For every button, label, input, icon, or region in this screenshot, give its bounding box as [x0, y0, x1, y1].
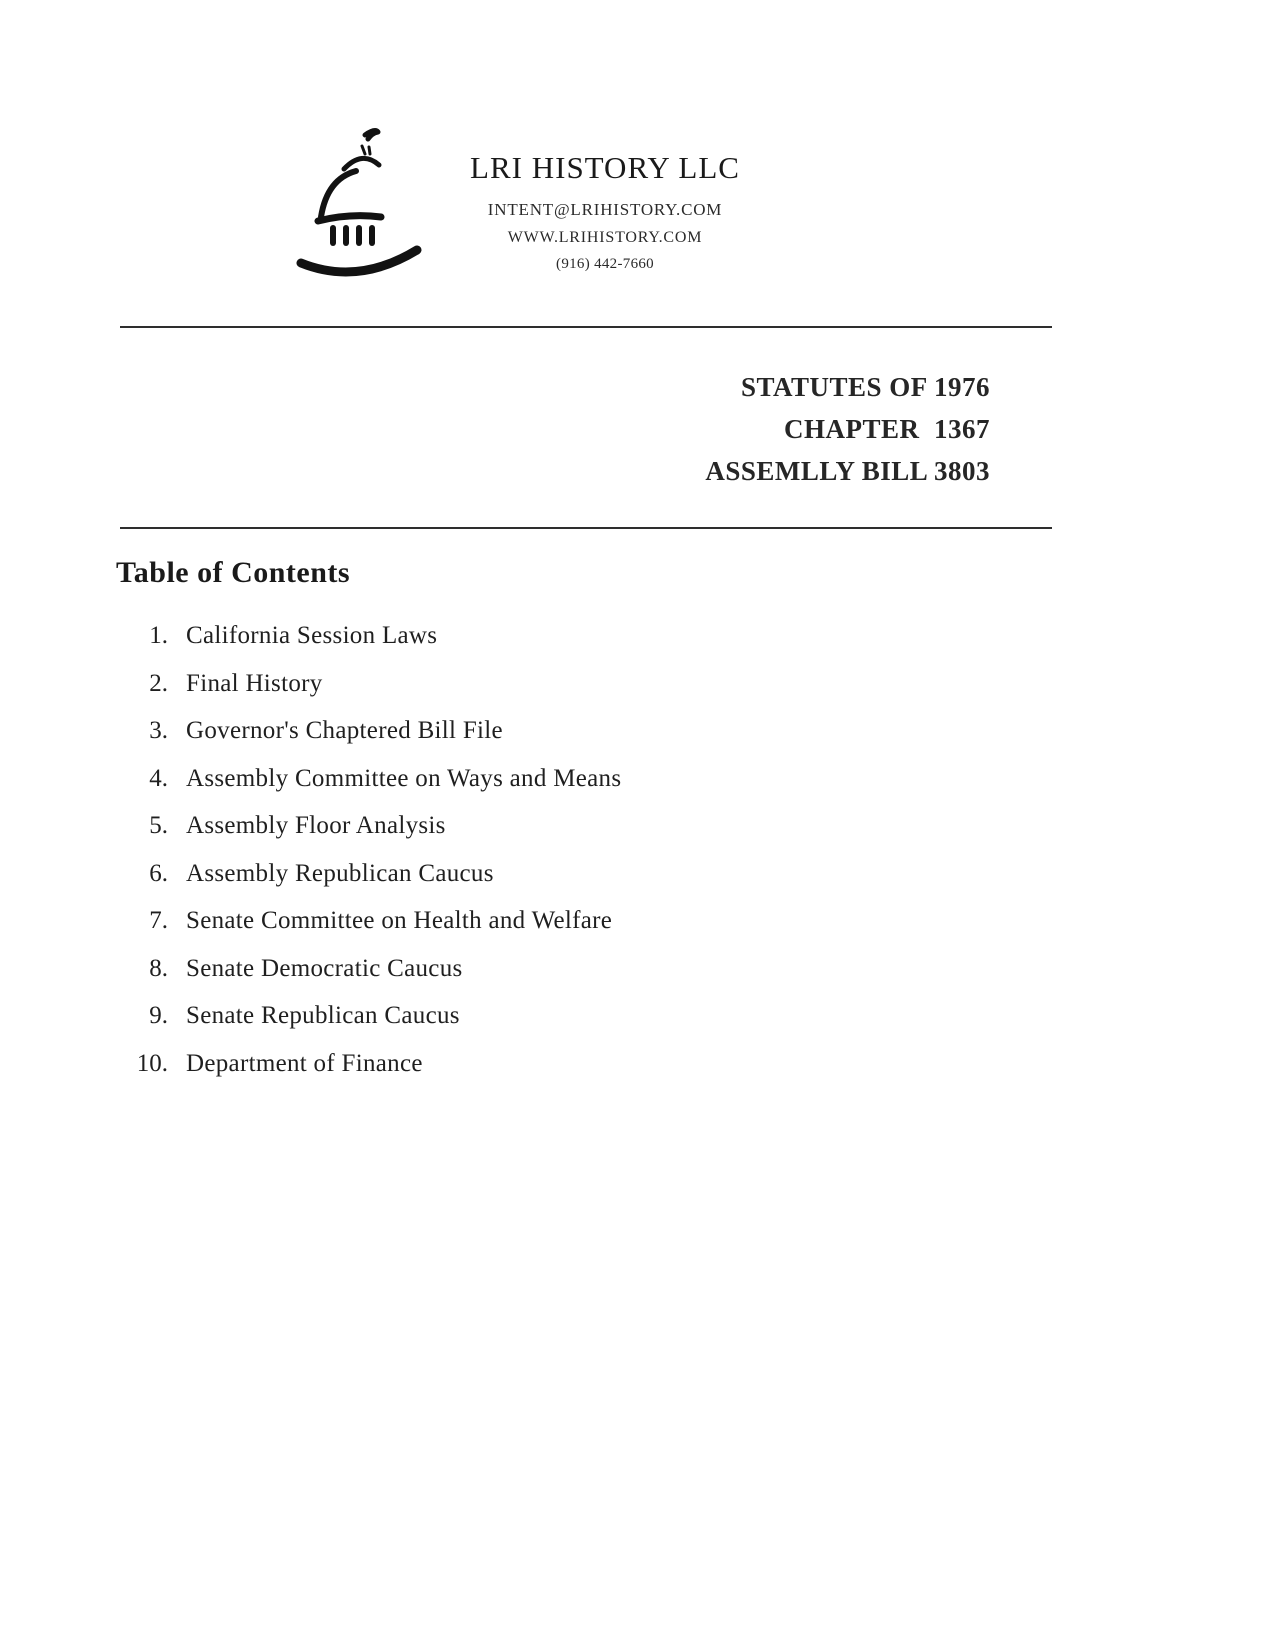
toc-item-label: Governor's Chaptered Bill File	[186, 717, 503, 744]
divider-top	[120, 326, 1052, 328]
toc-item-label: Assembly Floor Analysis	[186, 812, 446, 839]
toc-list	[96, 622, 621, 1097]
phone-text: (916) 442-7660	[556, 256, 654, 272]
divider-bottom	[120, 527, 1052, 529]
toc-heading: Table of Contents	[116, 556, 351, 589]
assembly-bill-line: ASSEMLLY BILL 3803	[705, 456, 990, 486]
toc-item	[96, 955, 621, 1003]
toc-item	[96, 812, 621, 860]
toc-item	[96, 765, 621, 813]
website-text: WWW.LRIHISTORY.COM	[507, 229, 703, 246]
toc-item-label: Senate Democratic Caucus	[186, 954, 463, 982]
statute-title-block	[705, 366, 990, 492]
toc-item	[96, 907, 621, 955]
toc-item-label: Final History	[186, 669, 323, 697]
toc-item	[96, 860, 621, 908]
toc-item-label: Assembly Committee on Ways and Means	[186, 764, 622, 792]
toc-item-number: 7.	[149, 907, 168, 934]
toc-item-label: California Session Laws	[186, 622, 438, 649]
toc-item	[96, 670, 621, 718]
toc-item-number: 9.	[149, 1002, 168, 1029]
toc-item-label: Senate Committee on Health and Welfare	[186, 907, 613, 934]
toc-item-label: Assembly Republican Caucus	[186, 859, 494, 887]
toc-item-number: 3.	[149, 717, 168, 744]
statutes-line: STATUTES OF 1976	[740, 372, 990, 402]
toc-item	[96, 1050, 621, 1098]
toc-item-number: 10.	[136, 1049, 168, 1077]
toc-item-number: 4.	[149, 764, 168, 792]
toc-item	[96, 717, 621, 765]
toc-item-number: 2.	[149, 669, 168, 697]
toc-item	[96, 622, 621, 670]
toc-item-number: 5.	[149, 812, 168, 839]
letterhead	[415, 150, 795, 282]
toc-item-number: 8.	[149, 954, 168, 982]
company-name: LRI HISTORY LLC	[470, 150, 740, 185]
toc-item-label: Senate Republican Caucus	[186, 1002, 460, 1029]
toc-item	[96, 1002, 621, 1050]
chapter-line: CHAPTER 1367	[783, 414, 990, 444]
email-text: INTENT@LRIHISTORY.COM	[487, 200, 723, 219]
toc-item-label: Department of Finance	[186, 1049, 423, 1077]
toc-item-number: 6.	[149, 859, 168, 887]
toc-item-number: 1.	[149, 622, 168, 649]
